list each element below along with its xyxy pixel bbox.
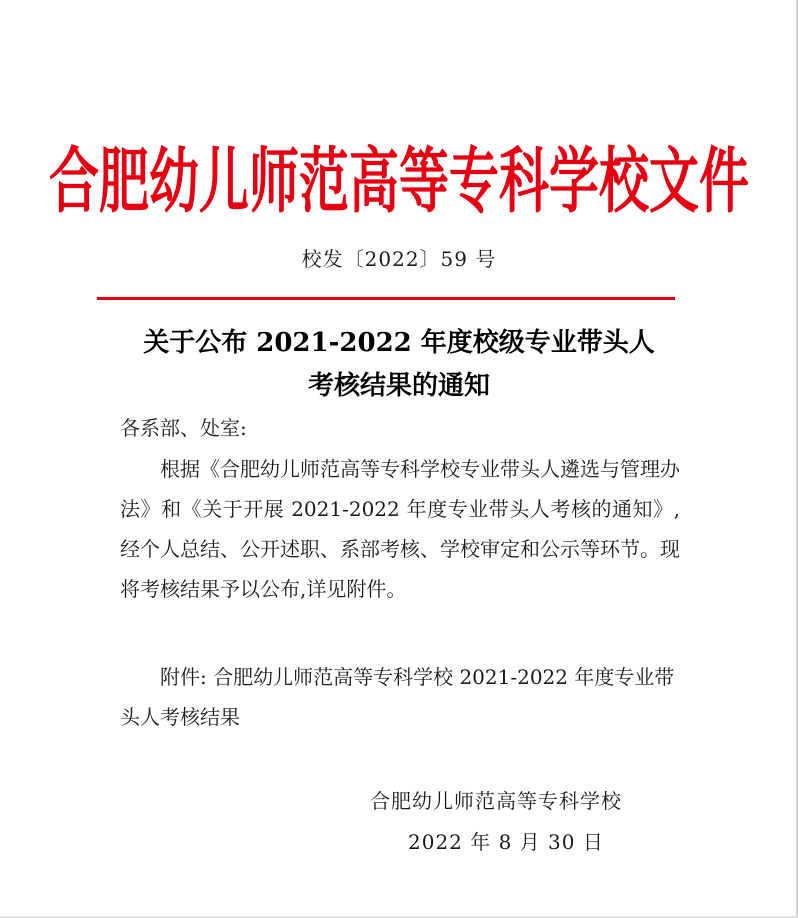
body-paragraph: 根据《合肥幼儿师范高等专科学校专业带头人遴选与管理办法》和《关于开展 2021-2022 年度专业带头人考核的通知》,经个人总结、公开述职、系部考核、学校审定和公示等环节。现将考核结果予以公布,详见附件。 (120, 457, 680, 601)
issuer-signature: 合肥幼儿师范高等专科学校 (370, 789, 622, 813)
addressee: 各系部、处室: (120, 416, 247, 440)
notice-title (0, 322, 798, 408)
document-number: 校发〔2022〕59 号 (301, 247, 497, 271)
red-divider-line (97, 297, 675, 300)
notice-title-line-1: 关于公布 2021-2022 年度校级专业带头人 (143, 328, 655, 358)
notice-title-line-2: 考核结果的通知 (307, 371, 490, 401)
issue-date: 2022 年 8 月 30 日 (408, 830, 604, 854)
document-header-title: 合肥幼儿师范高等专科学校文件 (49, 138, 749, 223)
attachment-note: 附件: 合肥幼儿师范高等专科学校 2021-2022 年度专业带头人考核结果 (120, 665, 675, 729)
